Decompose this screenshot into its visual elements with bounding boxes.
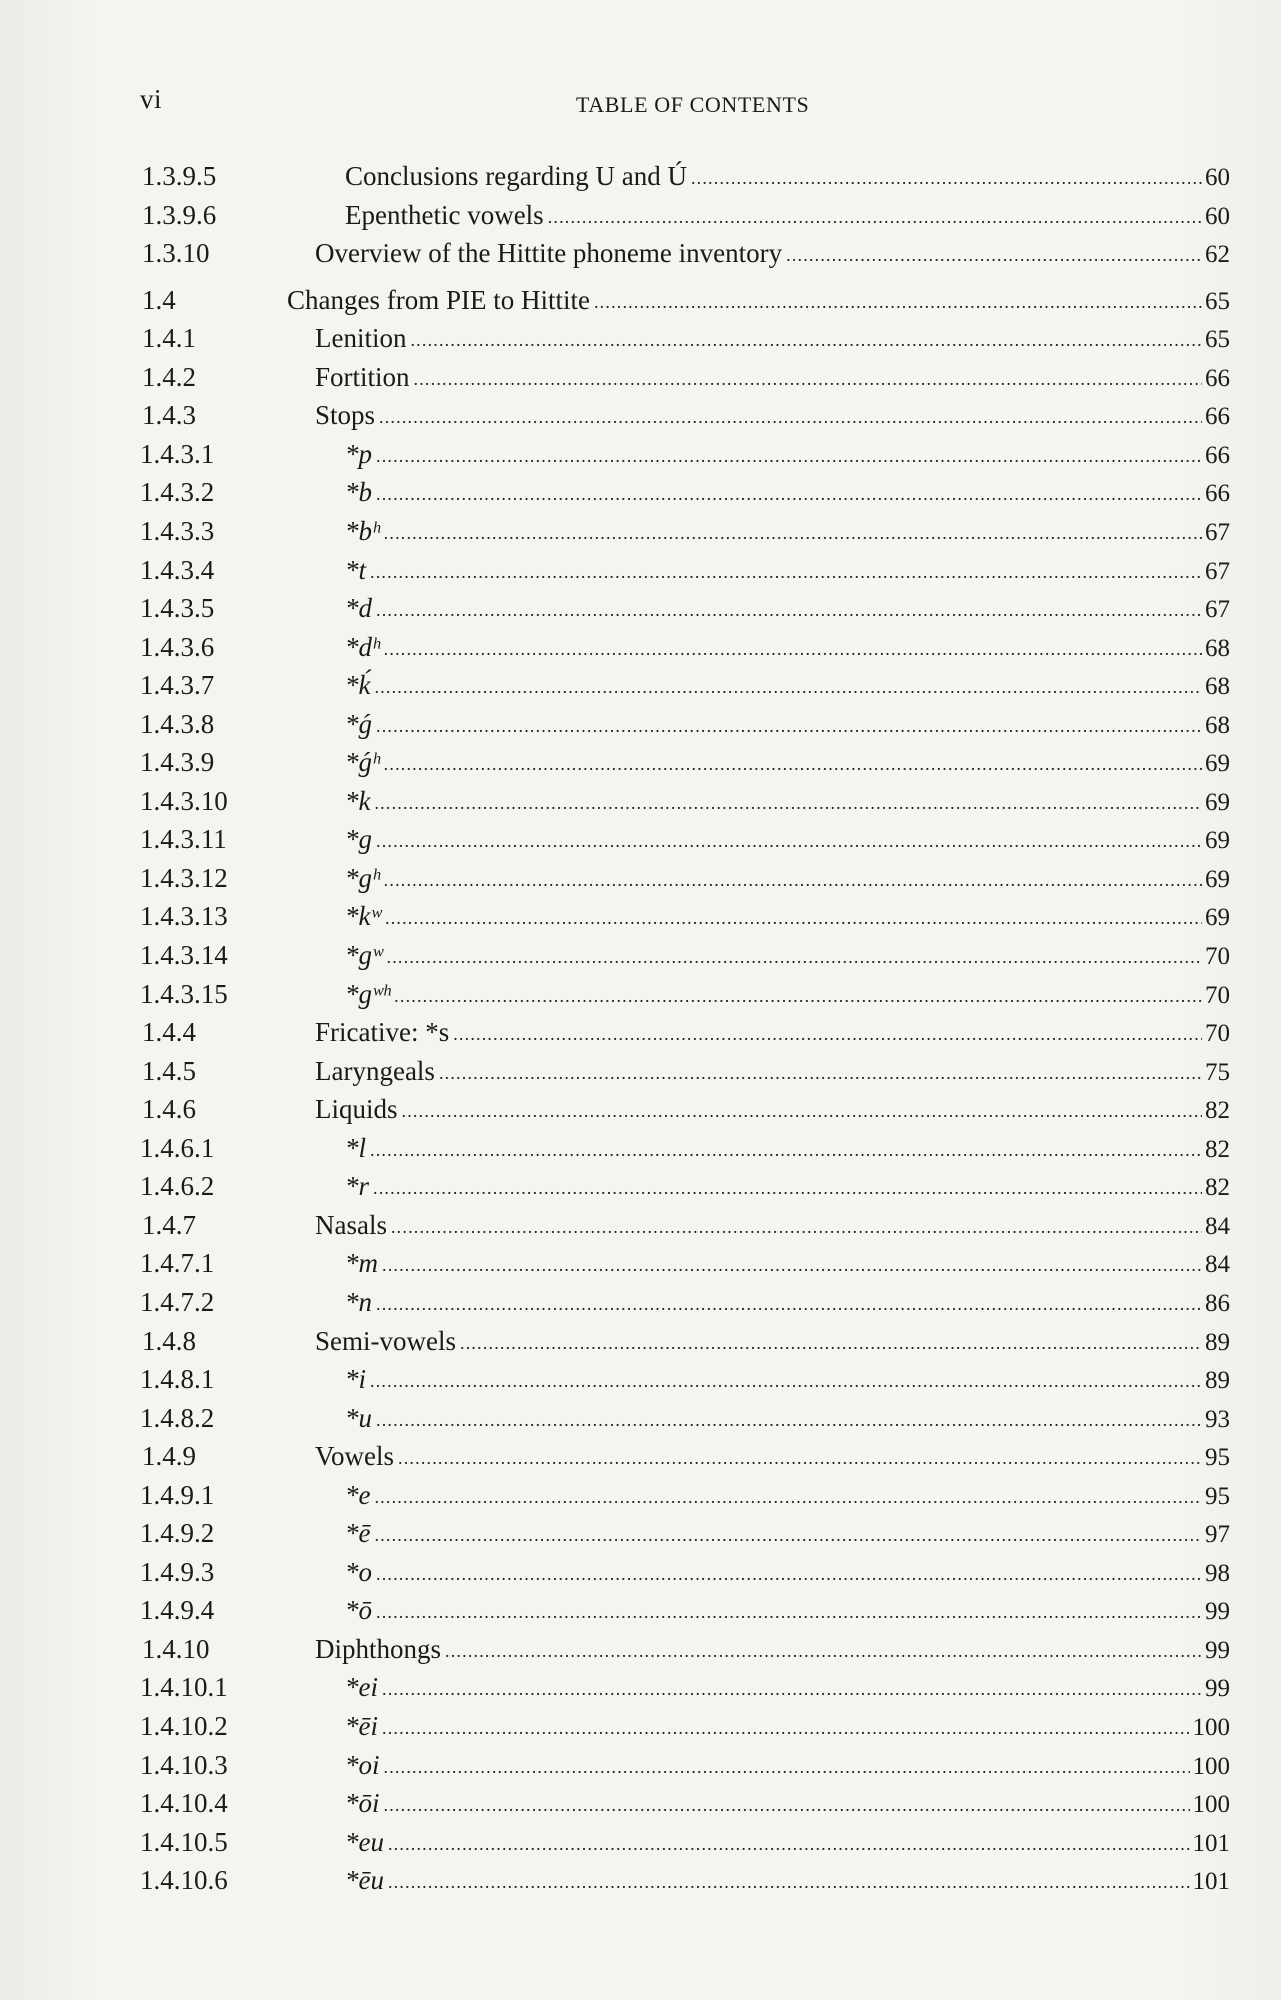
toc-entry-page: 97 [1205, 1521, 1230, 1549]
toc-entry [0, 898, 1281, 934]
toc-entry-title: Vowels [315, 1441, 395, 1472]
toc-entry-number: 1.4 [142, 284, 176, 315]
toc-entry-page: 75 [1205, 1058, 1230, 1086]
toc-entry-title: *t [345, 554, 367, 585]
toc-entry-title: *l [345, 1132, 367, 1163]
dot-leader [402, 1093, 1202, 1129]
dot-leader [382, 1671, 1202, 1707]
toc-entry-title: Epenthetic vowels [345, 199, 544, 230]
dot-leader [384, 1787, 1190, 1823]
toc-entry-number: 1.4.9.1 [140, 1479, 215, 1510]
toc-entry-title: *ēu [345, 1865, 384, 1896]
toc-entry-page: 60 [1205, 202, 1230, 230]
dot-leader [594, 284, 1202, 320]
dot-leader [414, 361, 1202, 397]
toc-entry-page: 99 [1205, 1598, 1230, 1626]
toc-entry-title: Diphthongs [315, 1633, 442, 1664]
toc-entry-number: 1.4.4 [142, 1017, 196, 1048]
toc-entry [0, 397, 1281, 433]
toc-entry [0, 1207, 1281, 1243]
toc-entry-title: *ōi [345, 1788, 380, 1819]
toc-entry-page: 68 [1205, 673, 1230, 701]
toc-entry [0, 1708, 1281, 1744]
toc-entry-number: 1.4.9.4 [140, 1595, 215, 1626]
dot-leader [384, 746, 1202, 782]
toc-entry-title: *g [345, 824, 372, 855]
toc-entry-title: Changes from PIE to Hittite [287, 284, 590, 315]
toc-entry-title: *ei [345, 1672, 378, 1703]
toc-entry-page: 84 [1205, 1212, 1230, 1240]
toc-entry-page: 70 [1205, 943, 1230, 970]
toc-entry-page: 67 [1205, 596, 1230, 624]
dot-leader [394, 978, 1202, 1014]
dot-leader [385, 900, 1202, 936]
toc-entry [0, 197, 1281, 233]
dot-leader [374, 669, 1202, 705]
toc-entry-title: *dʰ [345, 631, 380, 662]
toc-entry-title: Fortition [315, 361, 410, 392]
toc-entry-page: 82 [1205, 1174, 1230, 1202]
page-number: vi [140, 84, 163, 114]
dot-leader [786, 237, 1202, 273]
toc-entry-title: *i [345, 1364, 367, 1395]
toc-entry-number: 1.4.3.13 [140, 901, 228, 932]
toc-entry-title: *n [345, 1286, 372, 1317]
dot-leader [374, 1479, 1202, 1515]
toc-entry [0, 1053, 1281, 1089]
toc-entry-page: 99 [1205, 1636, 1230, 1664]
dot-leader [373, 1170, 1202, 1206]
toc-entry-page: 68 [1205, 634, 1230, 662]
toc-entry [0, 1631, 1281, 1667]
toc-entry-title: *b [345, 477, 372, 508]
toc-entry-number: 1.4.6.2 [140, 1171, 215, 1202]
toc-entry-number: 1.4.10.1 [140, 1672, 228, 1703]
toc-entry [0, 1669, 1281, 1705]
toc-entry-page: 82 [1205, 1097, 1230, 1125]
toc-entry-page: 66 [1205, 441, 1230, 469]
toc-entry-number: 1.4.2 [142, 361, 196, 392]
toc-entry [0, 1515, 1281, 1551]
toc-entry-page: 66 [1205, 364, 1230, 392]
toc-entry-title: *r [345, 1171, 370, 1202]
toc-entry [0, 235, 1281, 271]
toc-entry-title: *ē [345, 1518, 371, 1549]
dot-leader [374, 1517, 1202, 1553]
dot-leader [388, 1826, 1190, 1862]
toc-entry [0, 1168, 1281, 1204]
dot-leader [376, 438, 1202, 474]
toc-entry-number: 1.4.3.9 [140, 747, 215, 778]
toc-entry-number: 1.4.3.1 [140, 438, 215, 469]
toc-entry [0, 860, 1281, 896]
toc-entry-title: *u [345, 1402, 372, 1433]
toc-entry-number: 1.4.6 [142, 1094, 196, 1125]
toc-entry-page: 69 [1205, 827, 1230, 855]
toc-entry-title: Fricative: *s [315, 1017, 450, 1048]
toc-entry [0, 282, 1281, 318]
toc-entry-title: *kʷ [345, 901, 381, 932]
toc-entry-number: 1.4.3.10 [140, 785, 228, 816]
toc-entry-page: 99 [1205, 1675, 1230, 1703]
toc-entry-number: 1.4.3.8 [140, 708, 215, 739]
toc-entry-page: 89 [1205, 1328, 1230, 1356]
toc-entry-page: 84 [1205, 1251, 1230, 1279]
toc-entry-title: Lenition [315, 323, 407, 354]
dot-leader [387, 939, 1202, 975]
toc-entry-number: 1.4.8.1 [140, 1364, 215, 1395]
toc-entry [0, 1014, 1281, 1050]
toc-entry-title: *gʷ [345, 940, 383, 970]
toc-entry-title: *ǵʰ [345, 747, 380, 778]
toc-entry [0, 436, 1281, 472]
dot-leader [374, 785, 1202, 821]
toc-entry-page: 69 [1205, 865, 1230, 893]
toc-entry [0, 821, 1281, 857]
toc-entry-number: 1.3.9.5 [142, 161, 217, 191]
toc-entry [0, 1400, 1281, 1436]
toc-entry-page: 67 [1205, 557, 1230, 585]
toc-entry-title: *bʰ [345, 515, 380, 546]
toc-entry [0, 1323, 1281, 1359]
toc-entry-number: 1.3.9.6 [142, 199, 217, 230]
toc-entry-title: Nasals [315, 1209, 387, 1240]
dot-leader [453, 1016, 1202, 1052]
toc-entry-page: 70 [1205, 981, 1230, 1009]
toc-entry-page: 69 [1205, 750, 1230, 778]
toc-entry-page: 95 [1205, 1482, 1230, 1510]
toc-entry [0, 937, 1281, 973]
toc-entry-page: 65 [1205, 287, 1230, 315]
toc-entry-title: *k [345, 785, 371, 816]
toc-entry [0, 513, 1281, 549]
toc-entry-title: *gʷʰ [345, 978, 391, 1009]
toc-entry-number: 1.4.3.12 [140, 862, 228, 893]
toc-entry [0, 744, 1281, 780]
toc-entry-page: 62 [1205, 241, 1230, 269]
toc-entry-number: 1.4.10.3 [140, 1749, 228, 1780]
toc-entry-page: 93 [1205, 1405, 1230, 1433]
toc-entry-page: 100 [1192, 1714, 1230, 1741]
toc-entry-title: *d [345, 593, 372, 624]
toc-entry-number: 1.4.10.4 [140, 1788, 228, 1819]
dot-leader [376, 1594, 1202, 1630]
toc-entry-number: 1.4.1 [142, 323, 196, 354]
toc-entry-title: Semi-vowels [315, 1325, 456, 1356]
toc-entry-title: *oi [345, 1749, 380, 1780]
toc-entry [0, 706, 1281, 742]
toc-entry-page: 101 [1192, 1829, 1230, 1857]
dot-leader [376, 1556, 1202, 1592]
dot-leader [376, 708, 1202, 744]
dot-leader [691, 160, 1202, 196]
dot-leader [382, 1710, 1190, 1746]
toc-entry-title: *ḱ [345, 670, 371, 701]
toc-entry-number: 1.4.7 [142, 1209, 196, 1240]
dot-leader [548, 199, 1202, 235]
toc-entry-title: *m [345, 1248, 378, 1279]
toc-entry-title: Conclusions regarding U and Ú [345, 161, 687, 191]
toc-entry-page: 69 [1205, 904, 1230, 932]
toc-entry [0, 320, 1281, 356]
toc-entry-title: *o [345, 1556, 372, 1587]
dot-leader [460, 1325, 1202, 1361]
toc-entry [0, 1862, 1281, 1898]
dot-leader [376, 476, 1202, 512]
toc-entry [0, 1554, 1281, 1590]
toc-entry-page: 70 [1205, 1020, 1230, 1048]
toc-entry-page: 67 [1205, 518, 1230, 546]
toc-entry-page: 86 [1205, 1289, 1230, 1317]
toc-entry-title: *ēi [345, 1711, 378, 1741]
toc-entry-title: *ō [345, 1595, 372, 1626]
toc-entry-number: 1.4.7.1 [140, 1248, 215, 1279]
toc-entry-page: 60 [1205, 164, 1230, 191]
dot-leader [384, 515, 1202, 551]
toc-entry-number: 1.4.7.2 [140, 1286, 215, 1317]
toc-entry-number: 1.4.3.2 [140, 477, 215, 508]
toc-entry-number: 1.4.9.3 [140, 1556, 215, 1587]
toc-entry [0, 783, 1281, 819]
toc-entry [0, 590, 1281, 626]
toc-entry-title: *p [345, 438, 372, 469]
toc-entry-number: 1.4.10 [142, 1633, 210, 1664]
page-header [140, 84, 1210, 124]
toc-entry [0, 1091, 1281, 1127]
toc-entry [0, 1592, 1281, 1628]
toc-entry-number: 1.4.3.3 [140, 515, 215, 546]
toc-entry-number: 1.4.5 [142, 1055, 196, 1086]
toc-entry-number: 1.4.3.6 [140, 631, 215, 662]
dot-leader [410, 322, 1202, 358]
toc-entry-page: 100 [1192, 1791, 1230, 1819]
toc-entry-number: 1.3.10 [142, 238, 210, 269]
dot-leader [445, 1633, 1202, 1669]
toc-entry [0, 1477, 1281, 1513]
toc-entry-title: *ǵ [345, 708, 372, 739]
toc-entry-number: 1.4.9 [142, 1441, 196, 1472]
toc-entry-page: 69 [1205, 788, 1230, 816]
toc-entry [0, 359, 1281, 395]
toc-entry-page: 95 [1205, 1444, 1230, 1472]
toc-entry [0, 1130, 1281, 1166]
toc-entry-title: *e [345, 1479, 371, 1510]
toc-entry [0, 1824, 1281, 1860]
dot-leader [382, 1247, 1202, 1283]
toc-entry-title: Stops [315, 400, 376, 431]
toc-entry [0, 474, 1281, 510]
toc-entry-page: 98 [1205, 1559, 1230, 1587]
dot-leader [384, 1749, 1190, 1785]
toc-entry-title: *gʰ [345, 862, 380, 893]
toc-entry [0, 976, 1281, 1012]
toc-entry-page: 89 [1205, 1367, 1230, 1395]
dot-leader [376, 1402, 1202, 1438]
toc-entry [0, 1284, 1281, 1320]
toc-entry-number: 1.4.3.14 [140, 940, 228, 970]
toc-entry [0, 1747, 1281, 1783]
toc-entry-title: Liquids [315, 1094, 398, 1125]
dot-leader [379, 399, 1202, 435]
toc-entry-number: 1.4.3.15 [140, 978, 228, 1009]
toc-entry-title: Laryngeals [315, 1055, 435, 1086]
toc-entry-number: 1.4.8 [142, 1325, 196, 1356]
toc-entry-page: 66 [1205, 480, 1230, 508]
running-title: TABLE OF CONTENTS [576, 92, 810, 117]
toc-entry [0, 1438, 1281, 1474]
toc-entry-page: 101 [1192, 1868, 1230, 1896]
toc-entry [0, 1785, 1281, 1821]
toc-entry-number: 1.4.3 [142, 400, 196, 431]
dot-leader [376, 592, 1202, 628]
toc-entry-number: 1.4.3.11 [140, 824, 227, 855]
toc-entry-number: 1.4.10.2 [140, 1711, 228, 1741]
toc-entry [0, 1361, 1281, 1397]
toc-entry-number: 1.4.6.1 [140, 1132, 215, 1163]
toc-entry [0, 667, 1281, 703]
toc-entry-page: 100 [1192, 1752, 1230, 1780]
toc-entry-number: 1.4.3.5 [140, 593, 215, 624]
dot-leader [376, 823, 1202, 859]
toc-entry [0, 629, 1281, 665]
toc-entry [0, 1245, 1281, 1281]
dot-leader [398, 1440, 1202, 1476]
dot-leader [384, 631, 1202, 667]
dot-leader [384, 862, 1202, 898]
dot-leader [370, 1132, 1202, 1168]
dot-leader [376, 1286, 1202, 1322]
toc-entry-title: *eu [345, 1826, 384, 1857]
dot-leader [439, 1055, 1202, 1091]
toc-entry-title: Overview of the Hittite phoneme inventory [315, 238, 783, 269]
toc-entry-page: 65 [1205, 326, 1230, 354]
toc-entry-number: 1.4.10.5 [140, 1826, 228, 1857]
toc-entry [0, 158, 1281, 194]
dot-leader [388, 1864, 1190, 1900]
toc-entry-number: 1.4.8.2 [140, 1402, 215, 1433]
toc-entry [0, 552, 1281, 588]
toc-entry-page: 66 [1205, 403, 1230, 431]
toc-entry-number: 1.4.3.4 [140, 554, 215, 585]
dot-leader [370, 554, 1202, 590]
toc-entry-page: 68 [1205, 711, 1230, 739]
toc-entry-number: 1.4.10.6 [140, 1865, 228, 1896]
toc-entry-page: 82 [1205, 1135, 1230, 1163]
toc-entry-number: 1.4.9.2 [140, 1518, 215, 1549]
dot-leader [370, 1363, 1202, 1399]
toc-entry-number: 1.4.3.7 [140, 670, 215, 701]
dot-leader [391, 1209, 1202, 1245]
